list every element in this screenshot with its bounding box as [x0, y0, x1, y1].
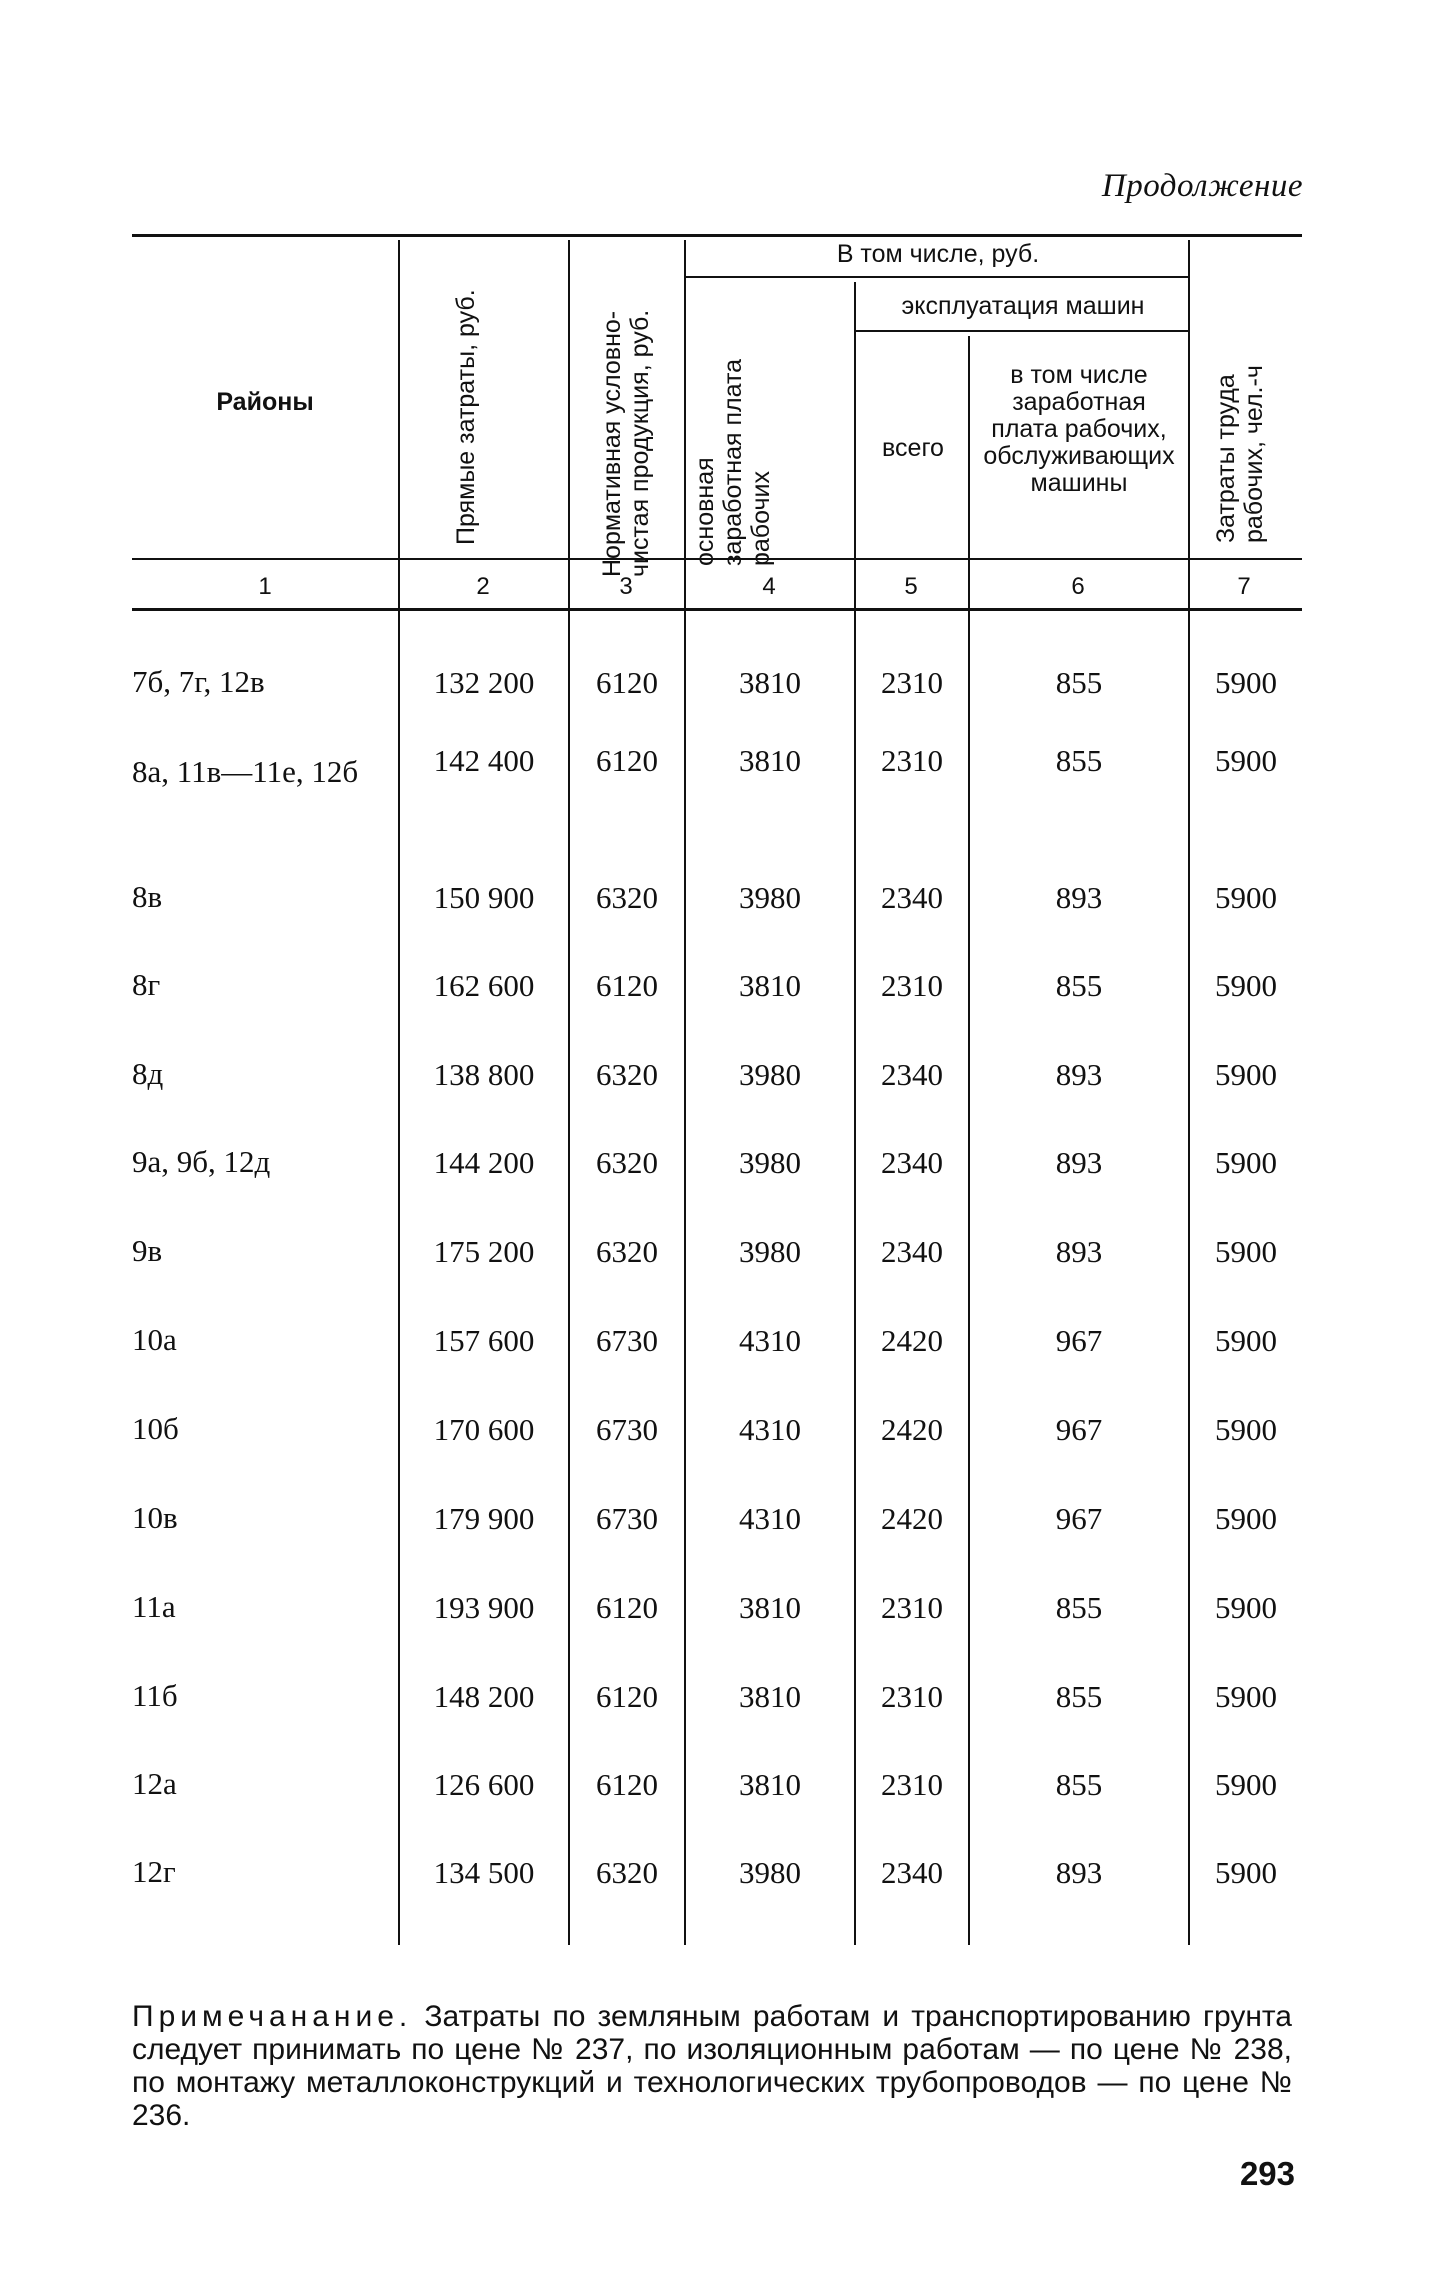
cell-region: 9а, 9б, 12д [132, 1144, 271, 1179]
cell-c3: 6120 [596, 1679, 658, 1714]
column-number: 1 [258, 573, 272, 600]
cell-c6: 967 [1055, 1501, 1103, 1536]
cell-c7: 5900 [1215, 1234, 1277, 1269]
cell-c4: 3810 [739, 743, 801, 778]
cell-c3: 6120 [596, 1590, 658, 1625]
header-machine-wages: в том числе заработная плата рабочих, обслуживающих машины [983, 361, 1175, 497]
cell-c7: 5900 [1215, 880, 1277, 915]
table-row [0, 1590, 1455, 1650]
header-group-including: В том числе, руб. [836, 240, 1040, 268]
cell-c6: 855 [1055, 665, 1103, 700]
cell-c6: 893 [1055, 880, 1103, 915]
header-machine-operation: эксплуатация машин [901, 292, 1145, 320]
cell-c6: 855 [1055, 968, 1103, 1003]
cell-c2: 138 800 [433, 1057, 535, 1092]
cell-c5: 2340 [881, 1234, 943, 1269]
cell-c7: 5900 [1215, 1501, 1277, 1536]
subgroup-header-rule [856, 330, 1188, 332]
cell-c4: 4310 [739, 1412, 801, 1447]
cell-c7: 5900 [1215, 1679, 1277, 1714]
cell-region: 8г [132, 967, 161, 1002]
cell-c5: 2310 [881, 1679, 943, 1714]
table-row [0, 1501, 1455, 1561]
cell-c5: 2310 [881, 665, 943, 700]
cell-c2: 132 200 [433, 665, 535, 700]
table-row [0, 665, 1455, 725]
cell-c5: 2310 [881, 743, 943, 778]
footnote-text: Затраты по земляным работам и транспортированию грунта следует принимать по цене № 237, по изоляционным работам — по цене № 238, по монтажу металлоконструкций и технологических трубопроводов — по цене № 236. [132, 2000, 1292, 2132]
cell-c6: 855 [1055, 743, 1103, 778]
cell-c2: 162 600 [433, 968, 535, 1003]
cell-c6: 893 [1055, 1234, 1103, 1269]
cell-c5: 2340 [881, 1145, 943, 1180]
table-row [0, 1855, 1455, 1915]
cell-c2: 134 500 [433, 1855, 535, 1890]
cell-c6: 893 [1055, 1145, 1103, 1180]
header-basic-wages: основная заработная плата рабочих [691, 358, 775, 566]
table-row [0, 1412, 1455, 1472]
table-row [0, 1679, 1455, 1739]
cell-c6: 893 [1055, 1057, 1103, 1092]
cell-c3: 6730 [596, 1412, 658, 1447]
footnote [132, 2000, 1292, 2132]
cell-c7: 5900 [1215, 1767, 1277, 1802]
cell-c6: 855 [1055, 1590, 1103, 1625]
continuation-label: Продолжение [1101, 168, 1303, 204]
cell-c3: 6320 [596, 1855, 658, 1890]
cell-c3: 6320 [596, 1145, 658, 1180]
header-total: всего [882, 434, 944, 462]
cell-region: 9в [132, 1233, 163, 1268]
table-row [0, 1323, 1455, 1383]
cell-c4: 3980 [739, 1234, 801, 1269]
column-number: 5 [904, 573, 918, 600]
cell-c6: 967 [1055, 1323, 1103, 1358]
table-row [0, 1767, 1455, 1827]
cell-c2: 157 600 [433, 1323, 535, 1358]
table-row [0, 968, 1455, 1028]
cell-c7: 5900 [1215, 665, 1277, 700]
cell-c2: 148 200 [433, 1679, 535, 1714]
cell-c5: 2420 [881, 1501, 943, 1536]
cell-c4: 3980 [739, 880, 801, 915]
cell-c2: 150 900 [433, 880, 535, 915]
header-labor-costs: Затраты труда рабочих, чел.-ч [1212, 365, 1268, 543]
header-normative-product: Нормативная условно-чистая продукция, руб. [598, 309, 654, 577]
cell-c6: 967 [1055, 1412, 1103, 1447]
cell-c2: 170 600 [433, 1412, 535, 1447]
cell-c3: 6730 [596, 1323, 658, 1358]
table-row [0, 1145, 1455, 1205]
header-direct-costs: Прямые затраты, руб. [452, 289, 480, 545]
cell-c2: 175 200 [433, 1234, 535, 1269]
cell-c2: 144 200 [433, 1145, 535, 1180]
cell-c4: 3810 [739, 665, 801, 700]
cell-c3: 6320 [596, 880, 658, 915]
cell-region: 10а [132, 1322, 177, 1357]
cell-c4: 3980 [739, 1855, 801, 1890]
cell-c3: 6120 [596, 743, 658, 778]
cell-region: 10в [132, 1500, 178, 1535]
cell-c5: 2310 [881, 968, 943, 1003]
cell-c5: 2340 [881, 880, 943, 915]
cell-region: 8а, 11в—11е, 12б [132, 754, 359, 789]
cell-c2: 142 400 [433, 743, 535, 778]
cell-c2: 126 600 [433, 1767, 535, 1802]
cell-region: 11а [132, 1589, 176, 1624]
cell-c3: 6320 [596, 1057, 658, 1092]
cell-c5: 2420 [881, 1412, 943, 1447]
cell-c7: 5900 [1215, 968, 1277, 1003]
cell-region: 11б [132, 1678, 178, 1713]
column-number: 7 [1237, 573, 1251, 600]
cell-c6: 893 [1055, 1855, 1103, 1890]
cell-c7: 5900 [1215, 1057, 1277, 1092]
column-number: 3 [619, 573, 633, 600]
footnote-label: Примечанание. [132, 2000, 413, 2033]
cell-c4: 4310 [739, 1323, 801, 1358]
cell-c4: 4310 [739, 1501, 801, 1536]
cell-region: 7б, 7г, 12в [132, 664, 265, 699]
header-regions: Районы [216, 388, 314, 416]
cell-c3: 6730 [596, 1501, 658, 1536]
cell-c7: 5900 [1215, 1855, 1277, 1890]
cell-c5: 2310 [881, 1590, 943, 1625]
column-number: 4 [762, 573, 776, 600]
cell-c4: 3810 [739, 1679, 801, 1714]
cell-c5: 2310 [881, 1767, 943, 1802]
cell-c6: 855 [1055, 1679, 1103, 1714]
group-header-rule [686, 276, 1188, 278]
cell-c5: 2340 [881, 1855, 943, 1890]
cell-c4: 3980 [739, 1057, 801, 1092]
cell-c2: 193 900 [433, 1590, 535, 1625]
cell-c3: 6120 [596, 1767, 658, 1802]
cell-c6: 855 [1055, 1767, 1103, 1802]
cell-c4: 3810 [739, 968, 801, 1003]
cell-c3: 6120 [596, 968, 658, 1003]
cell-c5: 2340 [881, 1057, 943, 1092]
cell-c4: 3810 [739, 1767, 801, 1802]
table-row [0, 1057, 1455, 1117]
cell-region: 12а [132, 1766, 177, 1801]
cell-c4: 3980 [739, 1145, 801, 1180]
table-row [0, 880, 1455, 940]
table-row [0, 743, 1455, 815]
page-number: 293 [1239, 2155, 1295, 2192]
cell-c4: 3810 [739, 1590, 801, 1625]
cell-c2: 179 900 [433, 1501, 535, 1536]
cell-c3: 6120 [596, 665, 658, 700]
column-numbers-bottom-rule [132, 608, 1302, 611]
cell-region: 8д [132, 1056, 164, 1091]
cell-c7: 5900 [1215, 1323, 1277, 1358]
cell-c5: 2420 [881, 1323, 943, 1358]
cell-region: 8в [132, 879, 163, 914]
table-top-rule [132, 234, 1302, 237]
cell-c3: 6320 [596, 1234, 658, 1269]
cell-c7: 5900 [1215, 1145, 1277, 1180]
cell-region: 12г [132, 1854, 176, 1889]
cell-region: 10б [132, 1411, 179, 1446]
column-number: 2 [476, 573, 490, 600]
table-row [0, 1234, 1455, 1294]
cell-c7: 5900 [1215, 743, 1277, 778]
cell-c7: 5900 [1215, 1412, 1277, 1447]
cell-c7: 5900 [1215, 1590, 1277, 1625]
column-number: 6 [1071, 573, 1085, 600]
